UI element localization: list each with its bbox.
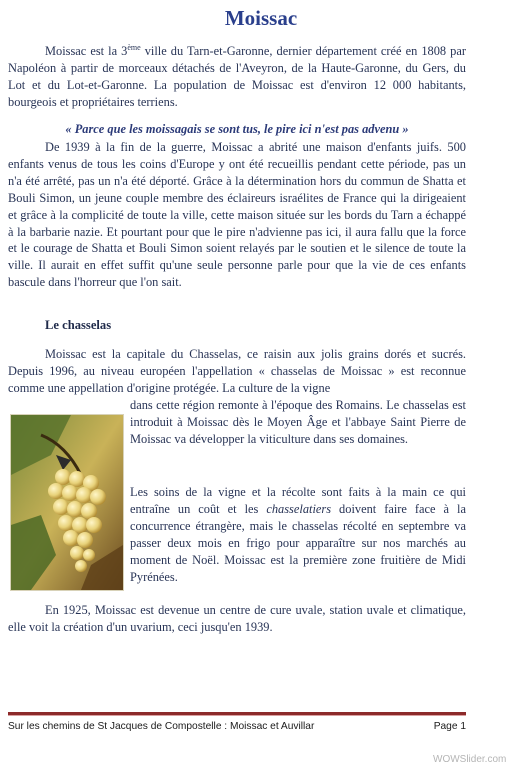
page-title: Moissac (224, 6, 298, 30)
harvest-text-rest: doivent faire face à la concurrence étrangère, mais le chasselas récolté en septembre va passer deux mois en frigo pour apparaître sur nos marchés au moment de Noël. Moissac est la première zone fruitière de Midi Pyrénées. (130, 501, 466, 584)
history-paragraph: De 1939 à la fin de la guerre, Moissac a abrité une maison d'enfants juifs. 500 enfants venus de tous les coins d'Europe y ont été recueillis pendant cette période, pas un n'a été arrêté, pas un n'a été déporté. Grâce à la détermination hors du commun de Shatta et Bouli Simon, un jeune couple membre des éclaireurs israélites de France qui la dirigeaient et grâce à la complicité de toute la ville, cette maison située sur les bords du Tarn a échappé à la barbarie nazie. Et pourtant pour que le pire n'advienne pas ici, il aura fallu que la force et le courage de Shatta et Bouli Simon soient relayés par le soutien et le silence de toute la ville. Il aurait en effet suffit qu'une seule personne parle pour que la vie de ces enfants bascule dans l'horreur que l'on sait. (8, 140, 466, 290)
section-heading-chasselas: Le chasselas (45, 318, 112, 332)
intro-text-rest: ville du Tarn-et-Garonne, dernier département créé en 1808 par Napoléon à partir de morceaux détachés de l'Aveyron, de la Haute-Garonne, du Gers, du Lot et du Lot-et-Garonne. La population de Moissac est d'environ 12 000 habitants, bourgeois et propriétaires terriens. (8, 44, 466, 109)
ordinal-superscript: ème (127, 42, 141, 52)
footer-divider (8, 712, 466, 716)
intro-paragraph (8, 43, 466, 111)
highlight-quote: « Parce que les moissagais se sont tus, le pire ici n'est pas advenu » (65, 122, 409, 136)
chasselas-paragraph: Moissac est la capitale du Chasselas, ce raisin aux jolis grains dorés et sucrés. Depuis 1996, au niveau européen l'appellation « chasselas de Moissac » est reconnue comme une appellation d'origine protégée. La culture de la vigne (8, 347, 466, 395)
chasselas-history-paragraph: dans cette région remonte à l'époque des Romains. Le chasselas est introduit à Moissac dès le Moyen Âge et l'abbaye Saint Pierre de Moissac va développer la viticulture dans ses domaines. (130, 398, 466, 446)
footer-title: Sur les chemins de St Jacques de Compostelle : Moissac et Auvillar (8, 721, 315, 732)
harvest-text-start: Les soins de la vigne et la récolte sont faits à la main ce qui entraîne un coût et les (130, 485, 466, 516)
intro-text-start: Moissac est la 3 (45, 44, 128, 58)
harvest-term: chasselatiers (266, 501, 332, 516)
grape-cluster-photo-icon (10, 414, 124, 591)
uvarium-paragraph: En 1925, Moissac est devenue un centre de cure uvale, station uvale et climatique, elle voit la création d'un uvarium, ceci jusqu'en 1939. (8, 603, 466, 634)
page-number: Page 1 (433, 721, 466, 732)
harvest-paragraph (130, 484, 466, 585)
watermark: WOWSlider.com (433, 754, 507, 765)
